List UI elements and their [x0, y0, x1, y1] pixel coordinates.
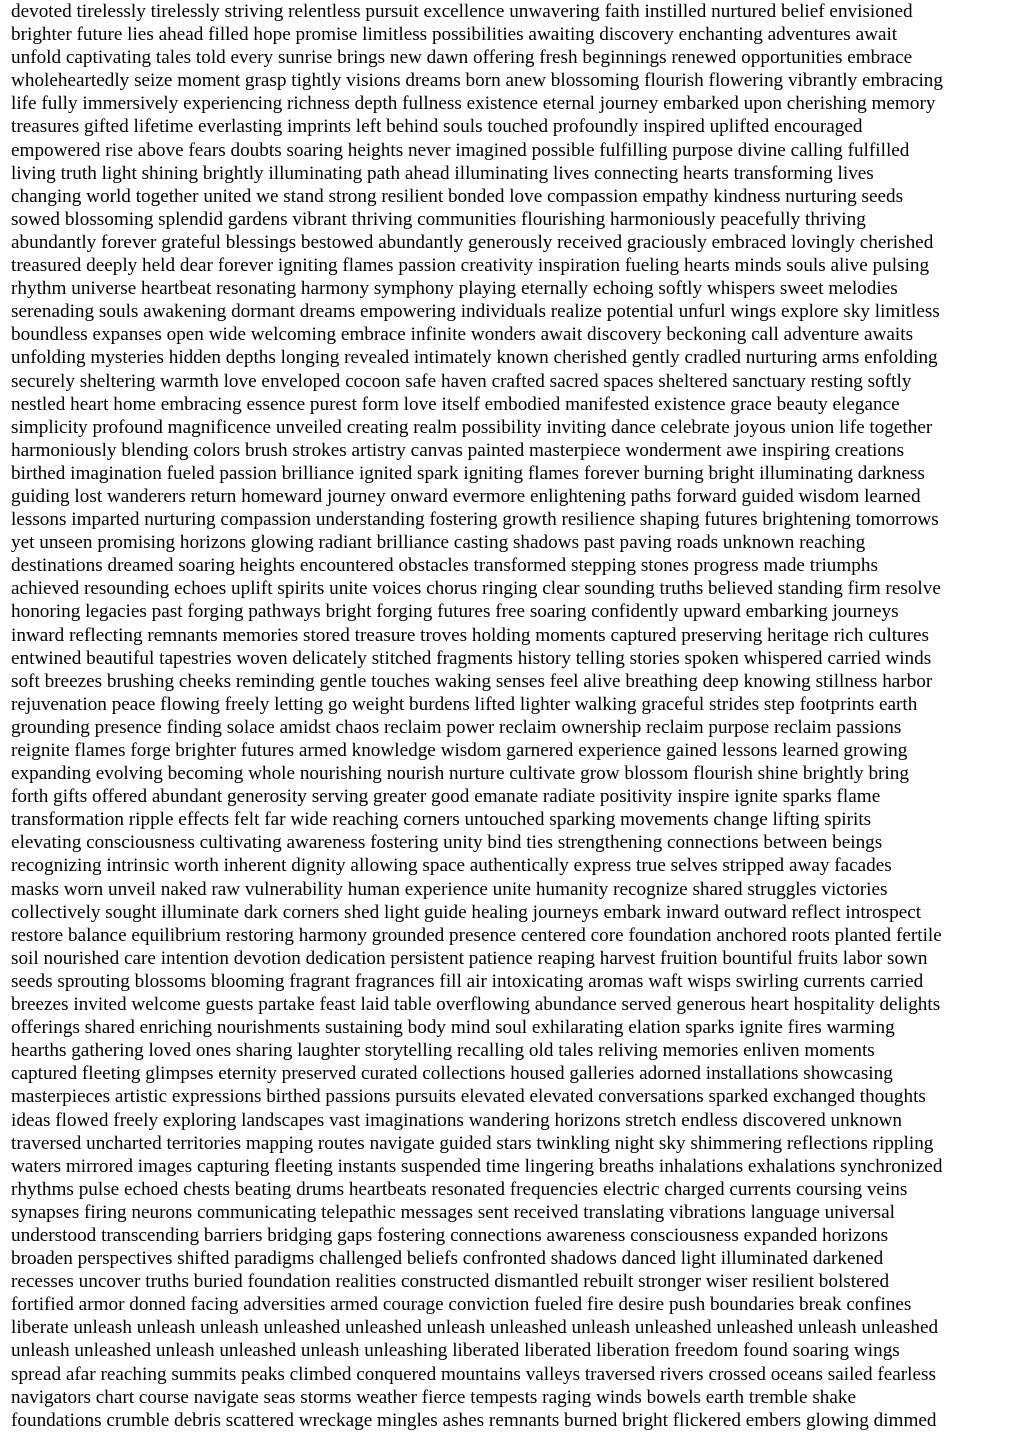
- text-line: soil nourished care intention devotion dedication persistent patience reaping harvest fruition bountiful fruits labor sown: [11, 947, 928, 969]
- text-line: boundless expanses open wide welcoming embrace infinite wonders await discovery beckoning call adventure awaits: [11, 324, 914, 346]
- text-line: ideas flowed freely exploring landscapes vast imaginations wandering horizons stretch endless discovered unknown: [11, 1109, 902, 1131]
- text-line: abundantly forever grateful blessings bestowed abundantly generously received graciously embraced lovingly cherished: [11, 231, 934, 253]
- text-line: inward reflecting remnants memories stored treasure troves holding moments captured preserving heritage rich cultures: [11, 624, 930, 646]
- text-line: nestled heart home embracing essence purest form love itself embodied manifested existence grace beauty elegance: [11, 393, 900, 415]
- text-line: yet unseen promising horizons glowing radiant brilliance casting shadows past paving roads unknown reaching: [11, 532, 866, 554]
- text-line: serenading souls awakening dormant dreams empowering individuals realize potential unfurl wings explore sky limitless: [11, 301, 940, 323]
- text-line: achieved resounding echoes uplift spirits unite voices chorus ringing clear sounding truths believed standing firm resolve: [11, 578, 941, 600]
- text-line: changing world together united we stand strong resilient bonded love compassion empathy kindness nurturing seeds: [11, 185, 904, 207]
- text-line: rejuvenation peace flowing freely letting go weight burdens lifted lighter walking graceful strides step footprints earth: [11, 693, 918, 715]
- body-text: [11, 0, 1014, 1432]
- text-line: sowed blossoming splendid gardens vibrant thriving communities flourishing harmoniously peacefully thriving: [11, 208, 866, 230]
- text-line: unfold captivating tales told every sunrise brings new dawn offering fresh beginnings renewed opportunities embrace: [11, 47, 913, 69]
- text-line: life fully immersively experiencing richness depth fullness existence eternal journey embarked upon cherishing memory: [11, 93, 936, 115]
- text-line: forth gifts offered abundant generosity serving greater good emanate radiate positivity inspire ignite sparks flame: [11, 786, 881, 808]
- text-line: offerings shared enriching nourishments sustaining body mind soul exhilarating elation sparks ignite fires warming: [11, 1017, 895, 1039]
- text-line: rhythms pulse echoed chests beating drums heartbeats resonated frequencies electric charged currents coursing veins: [11, 1178, 908, 1200]
- text-line: breezes invited welcome guests partake feast laid table overflowing abundance served generous heart hospitality delights: [11, 994, 941, 1016]
- text-line: empowered rise above fears doubts soaring heights never imagined possible fulfilling purpose divine calling fulfilled: [11, 139, 910, 161]
- text-line: traversed uncharted territories mapping routes navigate guided stars twinkling night sky shimmering reflections rippling: [11, 1132, 934, 1154]
- text-line: simplicity profound magnificence unveiled creating realm possibility inviting dance celebrate joyous union life together: [11, 416, 933, 438]
- text-line: treasured deeply held dear forever igniting flames passion creativity inspiration fueling hearts minds souls alive pulsing: [11, 255, 930, 277]
- text-line: navigators chart course navigate seas storms weather fierce tempests raging winds bowels earth tremble shake: [11, 1386, 857, 1408]
- text-line: reignite flames forge brighter futures armed knowledge wisdom garnered experience gained lessons learned growing: [11, 740, 908, 761]
- text-line: living truth light shining brightly illuminating path ahead illuminating lives connecting hearts transforming lives: [11, 162, 874, 184]
- text-line: hearths gathering loved ones sharing laughter storytelling recalling old tales reliving memories enliven moments: [11, 1040, 875, 1062]
- text-line: harmoniously blending colors brush strokes artistry canvas painted masterpiece wonderment awe inspiring creations: [11, 439, 905, 461]
- text-line: devoted tirelessly tirelessly striving relentless pursuit excellence unwavering faith instilled nurtured belief envisioned: [11, 1, 913, 22]
- text-line: seeds sprouting blossoms blooming fragrant fragrances fill air intoxicating aromas waft wisps swirling currents carried: [11, 970, 924, 992]
- text-line: treasures gifted lifetime everlasting imprints left behind souls touched profoundly inspired uplifted encouraged: [11, 116, 863, 138]
- text-line: captured fleeting glimpses eternity preserved curated collections housed galleries adorned installations showcasing: [11, 1063, 893, 1085]
- text-line: soft breezes brushing cheeks reminding gentle touches waking senses feel alive breathing deep knowing stillness harbor: [11, 670, 933, 692]
- text-line: spread afar reaching summits peaks climbed conquered mountains valleys traversed rivers crossed oceans sailed fearless: [11, 1363, 936, 1385]
- text-line: broaden perspectives shifted paradigms challenged beliefs confronted shadows danced light illuminated darkened: [11, 1248, 884, 1270]
- text-line: transformation ripple effects felt far wide reaching corners untouched sparking movements change lifting spirits: [11, 809, 872, 831]
- text-line: synapses firing neurons communicating telepathic messages sent received translating vibrations language universal: [11, 1201, 895, 1223]
- text-line: recognizing intrinsic worth inherent dignity allowing space authentically express true selves stripped away facades: [11, 855, 892, 877]
- text-line: unfolding mysteries hidden depths longing revealed intimately known cherished gently cradled nurturing arms enfolding: [11, 347, 938, 369]
- text-line: grounding presence finding solace amidst chaos reclaim power reclaim ownership reclaim purpose reclaim passions: [11, 716, 902, 738]
- text-line: waters mirrored images capturing fleeting instants suspended time lingering breaths inhalations exhalations synchronized: [11, 1155, 943, 1177]
- text-line: securely sheltering warmth love enveloped cocoon safe haven crafted sacred spaces sheltered sanctuary resting softly: [11, 370, 912, 392]
- text-line: fortified armor donned facing adversities armed courage conviction fueled fire desire push boundaries break confines: [11, 1294, 912, 1316]
- text-line: masks worn unveil naked raw vulnerability human experience unite humanity recognize shared struggles victories: [11, 878, 888, 900]
- text-line: masterpieces artistic expressions birthed passions pursuits elevated elevated conversations sparked exchanged thoughts: [11, 1086, 926, 1108]
- text-line: rhythm universe heartbeat resonating harmony symphony playing eternally echoing softly whispers sweet melodies: [11, 278, 898, 300]
- text-line: brighter future lies ahead filled hope promise limitless possibilities awaiting discovery enchanting adventures await: [11, 24, 898, 46]
- text-line: entwined beautiful tapestries woven delicately stitched fragments history telling stories spoken whispered carried winds: [11, 647, 932, 669]
- text-line: restore balance equilibrium restoring harmony grounded presence centered core foundation anchored roots planted fertile: [11, 924, 942, 946]
- text-line: liberate unleash unleash unleash unleashed unleashed unleash unleashed unleash unleashed unleashed unleash unleashed: [11, 1317, 939, 1339]
- text-line: birthed imagination fueled passion brilliance ignited spark igniting flames forever burning bright illuminating darkness: [11, 462, 925, 484]
- text-line: elevating consciousness cultivating awareness fostering unity bind ties strengthening connections between beings: [11, 832, 883, 854]
- text-line: understood transcending barriers bridging gaps fostering connections awareness consciousness expanded horizons: [11, 1224, 889, 1246]
- text-line: wholeheartedly seize moment grasp tightly visions dreams born anew blossoming flourish flowering vibrantly embracing: [11, 70, 943, 92]
- text-line: lessons imparted nurturing compassion understanding fostering growth resilience shaping futures brightening tomorrows: [11, 509, 939, 531]
- text-line: guiding lost wanderers return homeward journey onward evermore enlightening paths forward guided wisdom learned: [11, 485, 921, 507]
- text-line: honoring legacies past forging pathways bright forging futures free soaring confidently upward embarking journeys: [11, 601, 899, 623]
- text-line: recesses uncover truths buried foundation realities constructed dismantled rebuilt stronger wiser resilient bolstered: [11, 1271, 890, 1293]
- text-line: foundations crumble debris scattered wreckage mingles ashes remnants burned bright flickered embers glowing dimmed: [11, 1409, 937, 1431]
- text-line: collectively sought illuminate dark corners shed light guide healing journeys embark inward outward reflect introspect: [11, 901, 922, 923]
- text-line: destinations dreamed soaring heights encountered obstacles transformed stepping stones progress made triumphs: [11, 555, 878, 577]
- text-line: unleash unleashed unleash unleashed unleash unleashing liberated liberated liberation freedom found soaring wings: [11, 1340, 900, 1362]
- text-line: expanding evolving becoming whole nourishing nourish nurture cultivate grow blossom flourish shine brightly bring: [11, 763, 909, 785]
